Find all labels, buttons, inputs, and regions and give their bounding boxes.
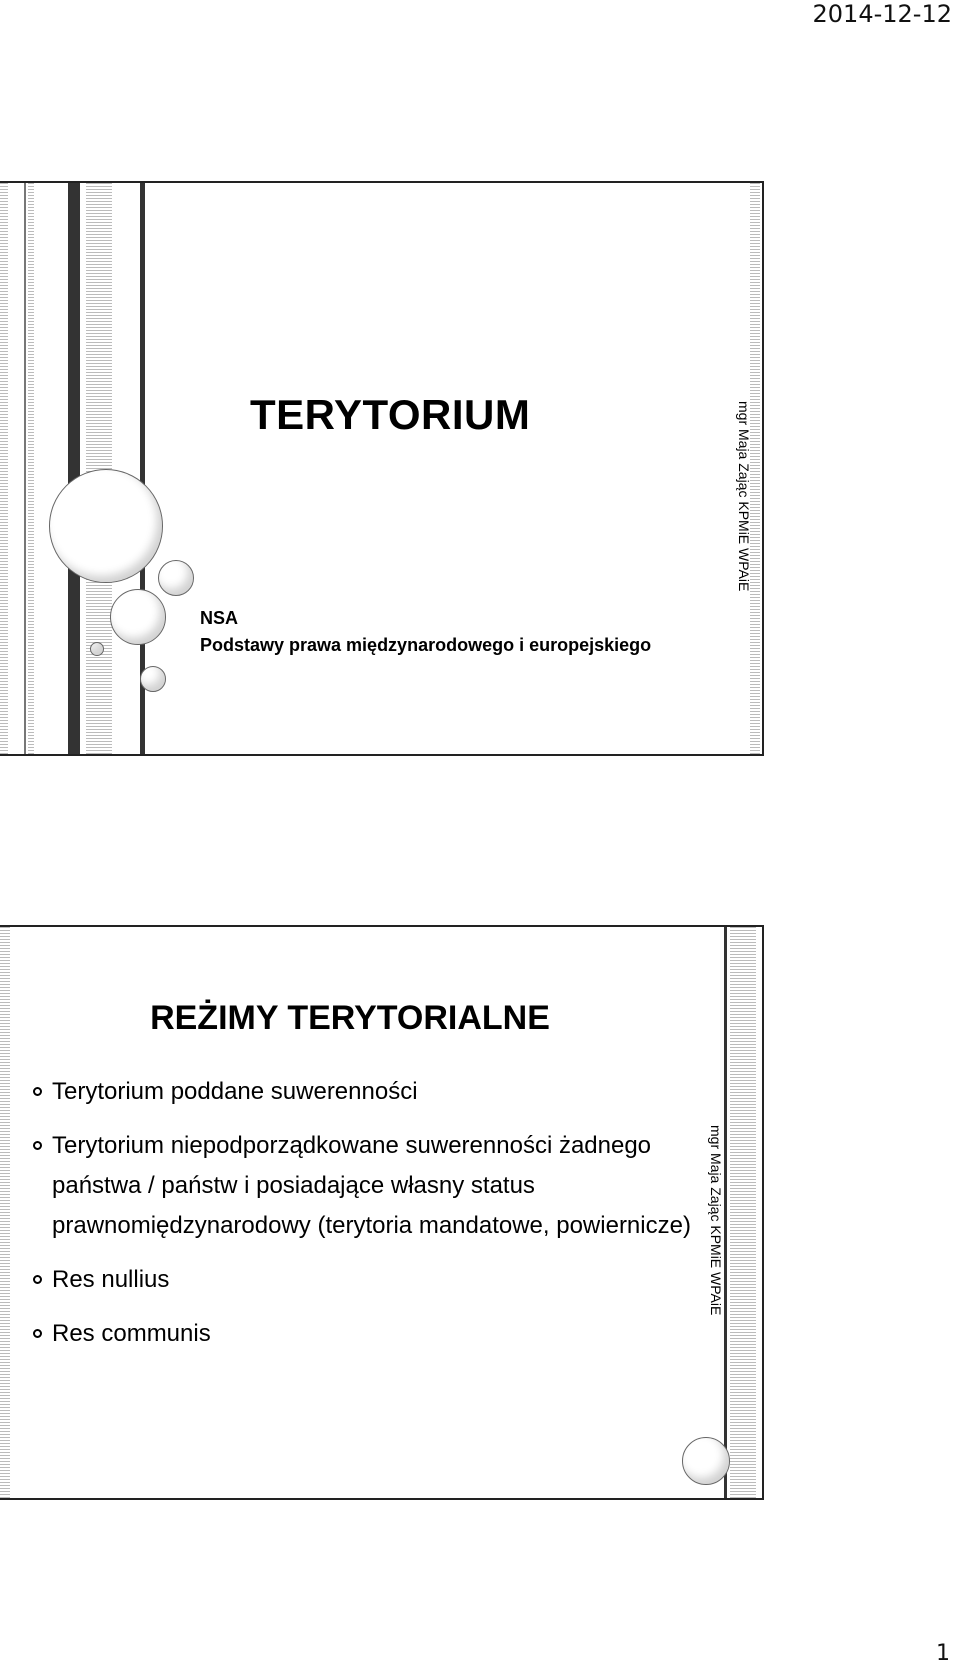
bullet-list	[30, 1072, 710, 1368]
bullet-icon	[33, 1141, 42, 1150]
bullet-text: Res nullius	[52, 1266, 170, 1293]
decorative-stripe	[28, 183, 34, 754]
decorative-stripe	[24, 183, 26, 754]
decorative-stripe	[730, 927, 756, 1498]
list-item	[30, 1260, 710, 1300]
decorative-circle	[110, 589, 166, 645]
slide-1	[0, 181, 764, 756]
decorative-circle	[90, 642, 104, 656]
slide-title: REŻIMY TERYTORIALNE	[150, 999, 550, 1037]
decorative-circle	[158, 560, 194, 596]
decorative-stripe	[68, 183, 80, 754]
slide-subtitle: Podstawy prawa międzynarodowego i europejskiego	[200, 635, 652, 655]
decorative-circle	[140, 666, 166, 692]
decorative-circle	[49, 469, 163, 583]
decorative-stripe	[0, 183, 8, 754]
author-side-text: mgr Maja Zając KPMiE WPAiE	[708, 1125, 724, 1316]
slide-title: TERYTORIUM	[250, 391, 531, 438]
decorative-stripe	[724, 927, 727, 1498]
bullet-text: Terytorium poddane suwerenności	[52, 1078, 418, 1105]
bullet-icon	[33, 1087, 42, 1096]
author-side-text: mgr Maja Zając KPMiE WPAiE	[736, 401, 752, 592]
slide-subtitle: NSA	[200, 608, 239, 628]
decorative-circle	[682, 1437, 730, 1485]
page-date: 2014-12-12	[812, 0, 952, 28]
page-number: 1	[936, 1641, 950, 1666]
bullet-text: Res communis	[52, 1320, 211, 1347]
list-item	[30, 1314, 710, 1354]
slide-2	[0, 925, 764, 1500]
bullet-text: Terytorium niepodporządkowane suwerenności żadnego państwa / państw i posiadające własny status prawnomiędzynarodowy (terytoria mandatowe, powiernicze)	[52, 1132, 691, 1239]
bullet-icon	[33, 1275, 42, 1284]
bullet-icon	[33, 1329, 42, 1338]
list-item	[30, 1072, 710, 1112]
list-item	[30, 1126, 710, 1246]
